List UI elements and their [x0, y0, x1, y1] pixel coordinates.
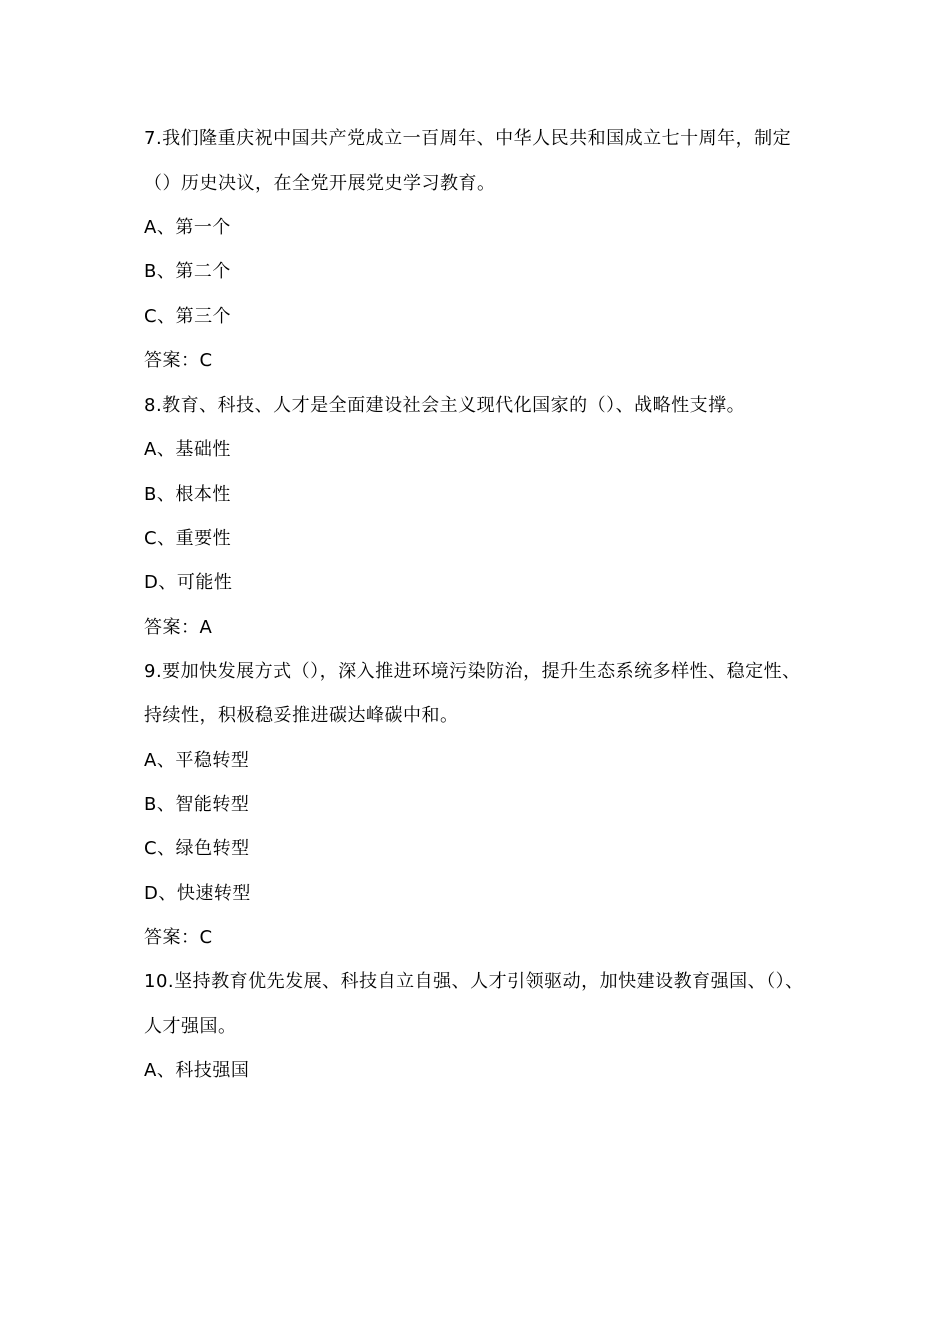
question-8-option-a: A、基础性 [144, 439, 231, 460]
question-9-stem-line-1: 9.要加快发展方式（），深入推进环境污染防治，提升生态系统多样性、稳定性、 [144, 661, 801, 682]
question-7-option-a: A、第一个 [144, 217, 231, 238]
question-7-stem-line-2: （）历史决议，在全党开展党史学习教育。 [144, 173, 496, 194]
question-8-option-c: C、重要性 [144, 528, 232, 549]
question-10-stem-line-1: 10.坚持教育优先发展、科技自立自强、人才引领驱动，加快建设教育强国、（）、 [144, 971, 804, 992]
question-9-option-b: B、智能转型 [144, 794, 250, 815]
question-7-stem-line-1: 7.我们隆重庆祝中国共产党成立一百周年、中华人民共和国成立七十周年，制定 [144, 128, 792, 149]
question-9-option-a: A、平稳转型 [144, 750, 250, 771]
question-7-answer: 答案：C [144, 350, 213, 371]
question-7-option-c: C、第三个 [144, 306, 232, 327]
question-9-option-d: D、快速转型 [144, 883, 251, 904]
question-9-option-c: C、绿色转型 [144, 838, 250, 859]
question-8-option-b: B、根本性 [144, 484, 231, 505]
question-9-answer: 答案：C [144, 927, 213, 948]
question-7-option-b: B、第二个 [144, 261, 231, 282]
question-8-answer: 答案：A [144, 617, 213, 638]
question-8-option-d: D、可能性 [144, 572, 233, 593]
question-10-stem-line-2: 人才强国。 [144, 1016, 237, 1037]
question-9-stem-line-2: 持续性，积极稳妥推进碳达峰碳中和。 [144, 705, 459, 726]
question-10-option-a: A、科技强国 [144, 1060, 250, 1081]
question-8-stem-line-1: 8.教育、科技、人才是全面建设社会主义现代化国家的（）、战略性支撑。 [144, 395, 746, 416]
